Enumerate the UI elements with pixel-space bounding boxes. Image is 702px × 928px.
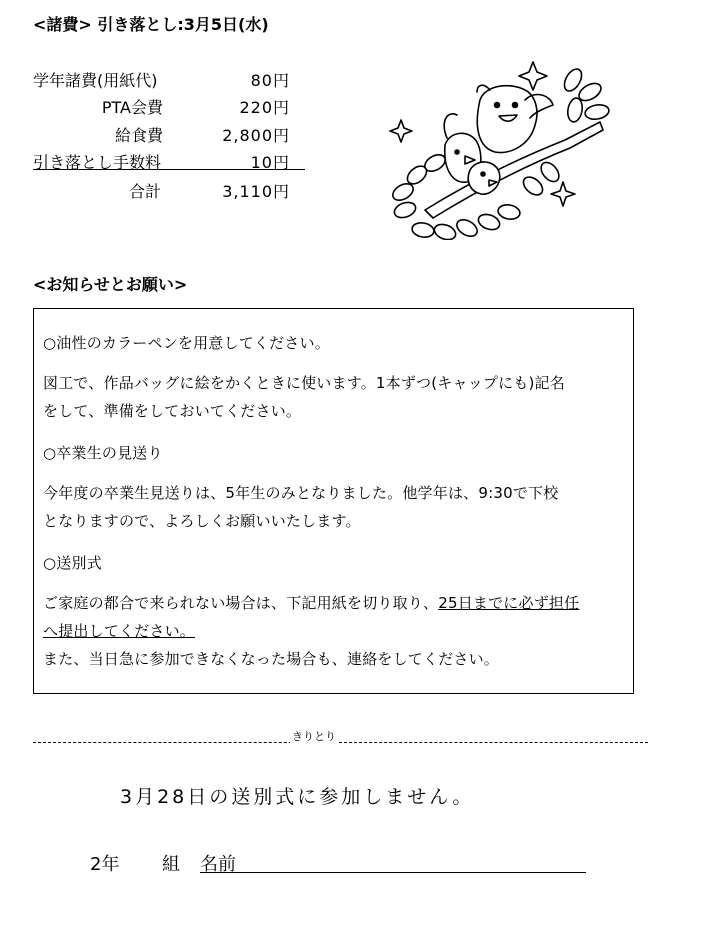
notice-item2-title: ○卒業生の見送り <box>43 444 163 462</box>
fee-label-fee: 引き落とし手数料 <box>33 153 162 172</box>
notice-item3-line3: また、当日急に参加できなくなった場合も、連絡をしてください。 <box>43 650 500 668</box>
notices-heading: <お知らせとお願い> <box>33 275 188 294</box>
notice-item2-line2: となりますので、よろしくお願いいたします。 <box>43 512 361 530</box>
name-field[interactable] <box>200 872 586 873</box>
reply-statement: 3月28日の送別式に参加しません。 <box>120 786 475 808</box>
fee-value-stationery: 80円 <box>250 71 290 90</box>
notice-item3-title: ○送別式 <box>43 554 102 572</box>
fee-total-value: 3,110円 <box>222 182 290 201</box>
cut-line-label: きりとり <box>292 730 336 743</box>
fee-total-label: 合計 <box>128 182 161 201</box>
notice-item1-line2: をして、準備をしておいてください。 <box>43 402 302 420</box>
grade-label: 2年 <box>90 854 120 875</box>
fee-label-pta: PTA会費 <box>101 98 163 117</box>
notice-item2-line1: 今年度の卒業生見送りは、5年生のみとなりました。他学年は、9:30で下校 <box>43 484 559 502</box>
notice-item3-deadline: 25日までに必ず担任 <box>438 594 580 612</box>
fee-value-pta: 220円 <box>239 98 290 117</box>
birds-illustration <box>385 60 615 240</box>
notice-item3-line1 <box>43 592 579 613</box>
name-label: 名前 <box>200 854 236 875</box>
notice-item1-title: ○油性のカラーペンを用意してください。 <box>43 334 330 352</box>
fee-label-lunch: 給食費 <box>114 126 163 145</box>
notice-item3-line2: へ提出してください。 <box>43 622 196 640</box>
notice-item1-line1: 図工で、作品バッグに絵をかくときに使います。1本ずつ(キャップにも)記名 <box>43 374 565 392</box>
fee-label-stationery: 学年諸費(用紙代) <box>33 71 158 90</box>
fee-value-fee: 10円 <box>250 153 290 172</box>
fees-heading: <諸費> 引き落とし:3月5日(水) <box>33 15 269 34</box>
total-rule <box>33 169 305 170</box>
cut-line <box>33 742 648 743</box>
notice-item3-line1-text: ご家庭の都合で来られない場合は、下記用紙を切り取り、 <box>43 594 439 612</box>
class-label: 組 <box>162 854 180 875</box>
fee-value-lunch: 2,800円 <box>222 126 290 145</box>
